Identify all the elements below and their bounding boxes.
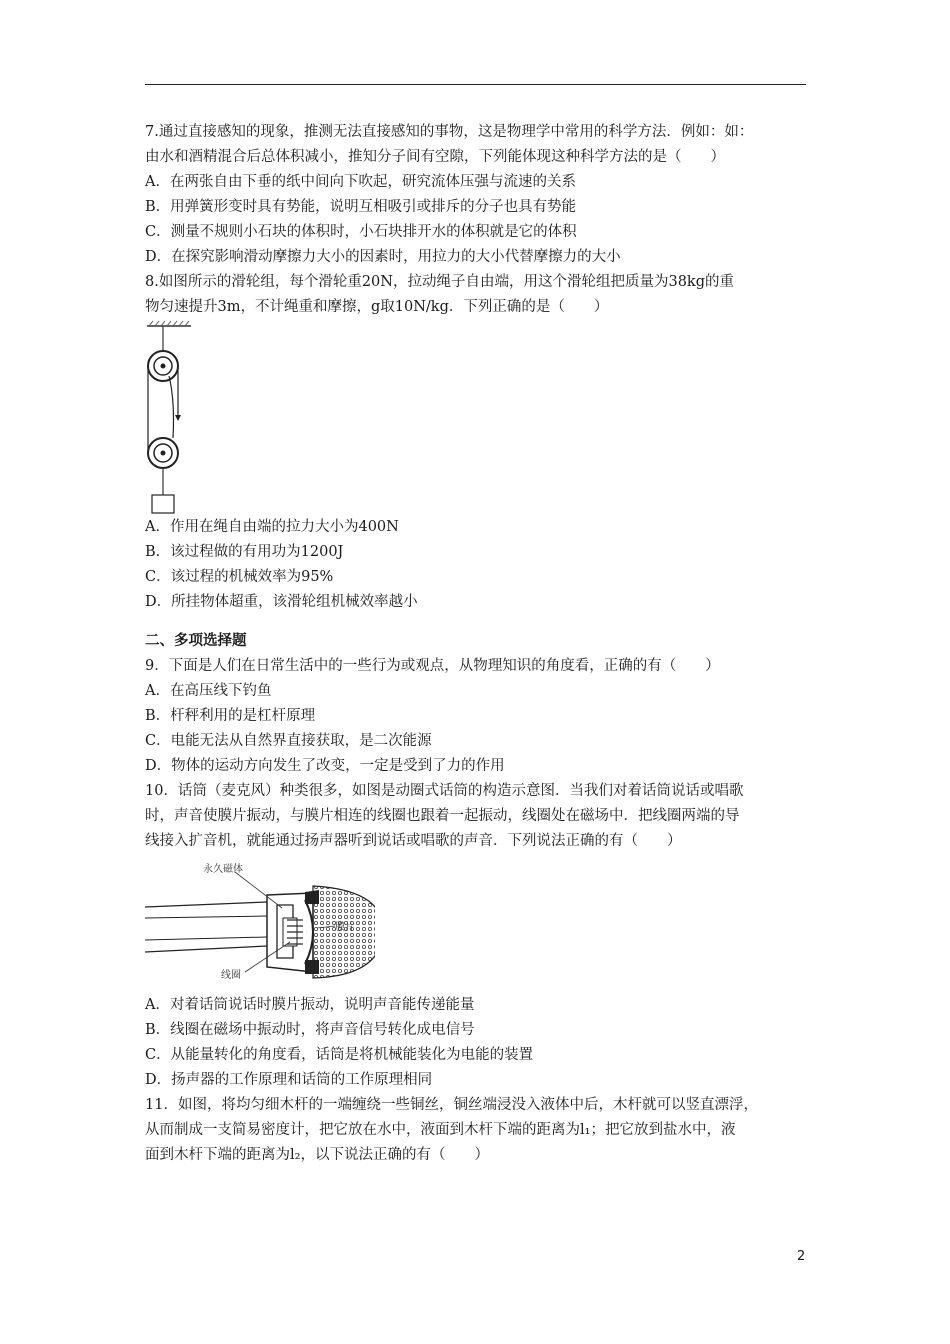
option-d: D．扬声器的工作原理和话筒的工作原理相同 [145,1072,433,1088]
question-text: 从而制成一支简易密度计，把它放在水中，液面到木杆下端的距离为l₁；把它放到盐水中，液 [145,1122,736,1138]
option-b: B．线圈在磁场中振动时，将声音信号转化成电信号 [145,1022,475,1038]
figure-label-coil: 线圈 [221,970,241,981]
page-body [145,120,815,1168]
option-a: A．在两张自由下垂的纸中间向下吹起，研究流体压强与流速的关系 [145,174,576,190]
header-rule [145,84,806,85]
question-8 [145,270,815,615]
question-10 [145,779,815,1093]
question-text: 11．如图，将均匀细木杆的一端缠绕一些铜丝，铜丝端浸没入液体中后，木杆就可以竖直漂浮， [145,1097,758,1113]
section-heading: 二、多项选择题 [145,633,247,649]
option-a: A．作用在绳自由端的拉力大小为400N [145,519,399,535]
question-text: 9．下面是人们在日常生活中的一些行为或观点，从物理知识的角度看，正确的有（ ） [145,658,720,674]
option-c: C．该过程的机械效率为95% [145,569,334,585]
question-text: 由水和酒精混合后总体积减小，推知分子间有空隙，下列能体现这种科学方法的是（ ） [145,149,725,165]
question-text: 8.如图所示的滑轮组，每个滑轮重20N，拉动绳子自由端，用这个滑轮组把质量为38kg的重 [145,274,734,290]
question-11 [145,1093,815,1168]
option-a: A．对着话筒说话时膜片振动，说明声音能传递能量 [145,997,475,1013]
option-d: D．所挂物体超重，该滑轮组机械效率越小 [145,594,418,610]
question-9 [145,654,815,779]
question-text: 面到木杆下端的距离为l₂，以下说法正确的有（ ） [145,1147,489,1163]
figure-label-diaphragm: 膜片 [335,922,355,933]
microphone-figure [145,860,375,985]
option-c: C．测量不规则小石块的体积时，小石块排开水的体积就是它的体积 [145,224,577,240]
option-b: B．用弹簧形变时具有势能，说明互相吸引或排斥的分子也具有势能 [145,199,577,215]
option-c: C．电能无法从自然界直接获取，是二次能源 [145,733,432,749]
page-number: 2 [797,1249,806,1264]
question-text: 时，声音使膜片振动，与膜片相连的线圈也跟着一起振动，线圈处在磁场中．把线圈两端的导 [145,808,740,824]
option-d: D．在探究影响滑动摩擦力大小的因素时，用拉力的大小代替摩擦力的大小 [145,249,621,265]
question-text: 线接入扩音机，就能通过扬声器听到说话或唱歌的声音．下列说法正确的有（ ） [145,833,682,849]
option-b: B．杆秤利用的是杠杆原理 [145,708,316,724]
option-a: A．在高压线下钓鱼 [145,683,272,699]
option-b: B．该过程做的有用功为1200J [145,544,344,560]
option-c: C．从能量转化的角度看，话筒是将机械能装化为电能的装置 [145,1047,534,1063]
option-d: D．物体的运动方向发生了改变，一定是受到了力的作用 [145,758,505,774]
pulley-system-figure [145,320,205,515]
question-text: 10．话筒（麦克风）种类很多，如图是动圈式话筒的构造示意图．当我们对着话筒说话或唱歌 [145,783,744,799]
question-text: 7.通过直接感知的现象，推测无法直接感知的事物，这是物理学中常用的科学方法．例如：如： [145,124,754,140]
figure-label-magnet: 永久磁体 [203,864,243,875]
question-text: 物匀速提升3m，不计绳重和摩擦，g取10N/kg．下列正确的是（ ） [145,299,609,315]
question-7 [145,120,815,270]
